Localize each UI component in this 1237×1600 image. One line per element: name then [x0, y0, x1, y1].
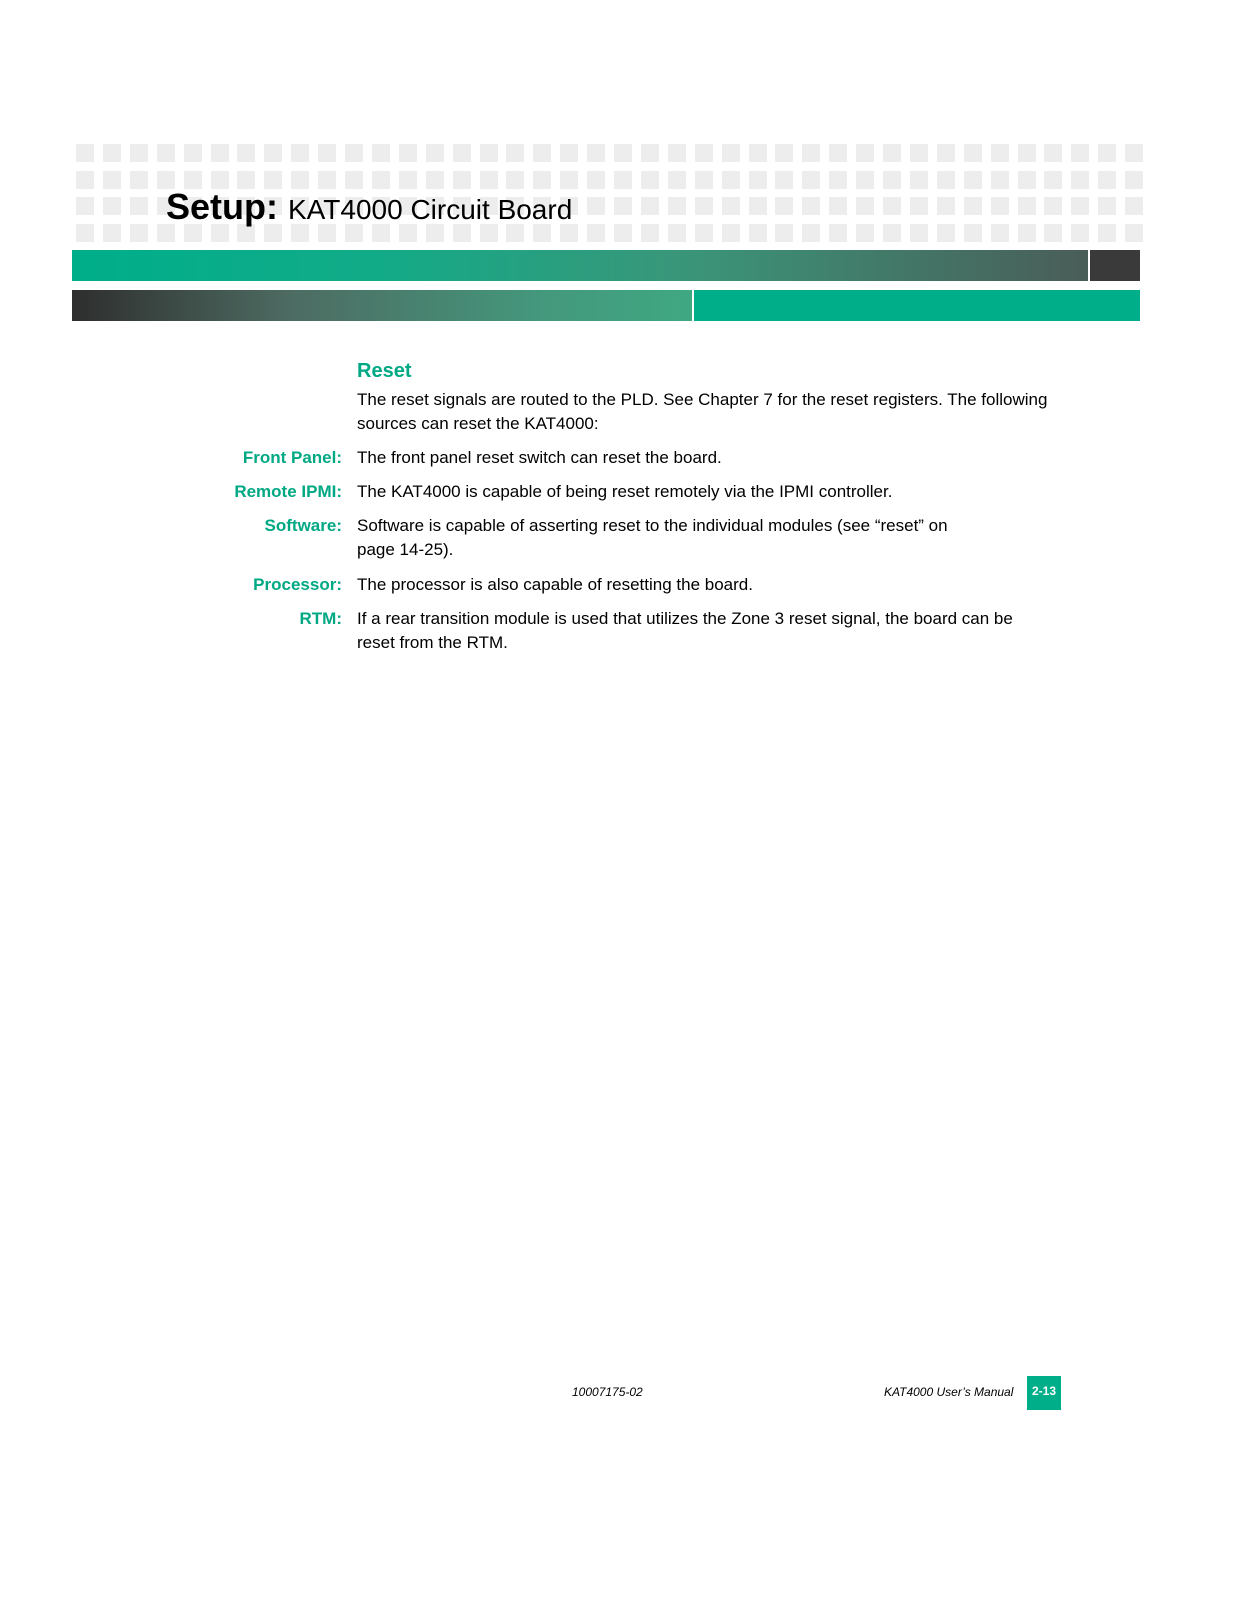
pattern-square: [937, 197, 955, 215]
pattern-square: [937, 171, 955, 189]
pattern-square: [802, 197, 820, 215]
pattern-square: [668, 197, 686, 215]
pattern-square: [641, 197, 659, 215]
pattern-square: [802, 171, 820, 189]
pattern-square: [1044, 171, 1062, 189]
pattern-square: [695, 224, 713, 242]
pattern-square: [722, 224, 740, 242]
item-text-rtm: If a rear transition module is used that utilizes the Zone 3 reset signal, the board can be reset from the RTM.: [357, 609, 1013, 652]
pattern-square: [1098, 224, 1116, 242]
pattern-square: [695, 197, 713, 215]
pattern-square: [910, 197, 928, 215]
pattern-square: [372, 144, 390, 162]
pattern-square: [130, 197, 148, 215]
pattern-square: [775, 144, 793, 162]
pattern-square: [76, 171, 94, 189]
pattern-square: [641, 144, 659, 162]
pattern-square: [103, 224, 121, 242]
pattern-square: [991, 171, 1009, 189]
pattern-square: [76, 197, 94, 215]
pattern-square: [991, 224, 1009, 242]
pattern-square: [1125, 144, 1143, 162]
pattern-square: [722, 144, 740, 162]
pattern-square: [829, 197, 847, 215]
pattern-square: [480, 144, 498, 162]
pattern-square: [1018, 224, 1036, 242]
pattern-square: [910, 171, 928, 189]
pattern-square: [856, 171, 874, 189]
pattern-square: [291, 144, 309, 162]
pattern-square: [399, 144, 417, 162]
item-label-software: Software:: [264, 516, 342, 535]
pattern-square: [76, 144, 94, 162]
pattern-square: [426, 144, 444, 162]
pattern-square: [668, 144, 686, 162]
pattern-square: [345, 144, 363, 162]
pattern-square: [829, 171, 847, 189]
pattern-square: [1018, 197, 1036, 215]
pattern-square: [829, 144, 847, 162]
pattern-square: [76, 224, 94, 242]
pattern-square: [668, 171, 686, 189]
pattern-square: [964, 197, 982, 215]
pattern-square: [802, 224, 820, 242]
pattern-square: [749, 171, 767, 189]
pattern-square: [964, 224, 982, 242]
pattern-square: [802, 144, 820, 162]
pattern-square: [184, 144, 202, 162]
pattern-square: [883, 144, 901, 162]
header-bar-top-end: [1090, 250, 1140, 281]
pattern-square: [775, 224, 793, 242]
title-subject: KAT4000 Circuit Board: [288, 194, 573, 225]
pattern-square: [991, 197, 1009, 215]
pattern-square: [1044, 224, 1062, 242]
pattern-square: [749, 224, 767, 242]
pattern-square: [1044, 197, 1062, 215]
pattern-square: [157, 144, 175, 162]
section-intro: The reset signals are routed to the PLD. See Chapter 7 for the reset registers. The following sources can reset the KAT4000:: [357, 390, 1048, 433]
pattern-square: [991, 144, 1009, 162]
item-text-processor: The processor is also capable of resetting the board.: [357, 575, 753, 594]
pattern-square: [506, 144, 524, 162]
pattern-square: [103, 144, 121, 162]
pattern-square: [641, 171, 659, 189]
pattern-square: [1098, 197, 1116, 215]
item-label-front-panel: Front Panel:: [242, 448, 342, 467]
pattern-square: [910, 144, 928, 162]
pattern-square: [587, 171, 605, 189]
pattern-square: [937, 144, 955, 162]
pattern-square: [1071, 224, 1089, 242]
pattern-square: [614, 144, 632, 162]
pattern-square: [1071, 197, 1089, 215]
pattern-square: [695, 171, 713, 189]
pattern-square: [453, 144, 471, 162]
pattern-square: [829, 224, 847, 242]
item-label-rtm: RTM:: [299, 609, 342, 628]
pattern-square: [614, 171, 632, 189]
item-text-software: Software is capable of asserting reset to the individual modules (see “reset” on page 14-25).: [357, 516, 948, 559]
pattern-square: [775, 197, 793, 215]
pattern-square: [614, 224, 632, 242]
pattern-square: [883, 197, 901, 215]
pattern-square: [910, 224, 928, 242]
pattern-square: [668, 224, 686, 242]
pattern-square: [856, 197, 874, 215]
item-text-front-panel: The front panel reset switch can reset the board.: [357, 448, 722, 467]
pattern-square: [1071, 171, 1089, 189]
header-bar-top: [72, 250, 1088, 281]
pattern-square: [964, 171, 982, 189]
pattern-square: [130, 144, 148, 162]
pattern-square: [587, 224, 605, 242]
pattern-square: [587, 144, 605, 162]
item-label-remote-ipmi: Remote IPMI:: [234, 482, 342, 501]
pattern-square: [883, 224, 901, 242]
pattern-square: [1125, 197, 1143, 215]
page-title: [166, 186, 572, 228]
pattern-square: [130, 224, 148, 242]
pattern-square: [856, 224, 874, 242]
pattern-square: [937, 224, 955, 242]
pattern-square: [1018, 171, 1036, 189]
pattern-square: [1098, 171, 1116, 189]
pattern-square: [749, 144, 767, 162]
pattern-square: [264, 144, 282, 162]
pattern-square: [211, 144, 229, 162]
pattern-square: [318, 144, 336, 162]
pattern-square: [1125, 171, 1143, 189]
page-number-badge: 2-13: [1027, 1376, 1061, 1410]
header-bar-bottom-end: [694, 290, 1140, 321]
footer-doc-number: 10007175-02: [572, 1385, 643, 1399]
pattern-square: [641, 224, 659, 242]
pattern-square: [103, 197, 121, 215]
item-text-remote-ipmi: The KAT4000 is capable of being reset remotely via the IPMI controller.: [357, 482, 893, 501]
pattern-square: [533, 144, 551, 162]
pattern-square: [1125, 224, 1143, 242]
pattern-square: [103, 171, 121, 189]
pattern-square: [775, 171, 793, 189]
pattern-square: [614, 197, 632, 215]
pattern-square: [130, 171, 148, 189]
pattern-square: [856, 144, 874, 162]
pattern-square: [1044, 144, 1062, 162]
pattern-square: [1098, 144, 1116, 162]
pattern-square: [1018, 144, 1036, 162]
pattern-square: [237, 144, 255, 162]
pattern-square: [749, 197, 767, 215]
pattern-square: [1071, 144, 1089, 162]
pattern-square: [587, 197, 605, 215]
header-bar-bottom: [72, 290, 692, 321]
item-label-processor: Processor:: [253, 575, 342, 594]
pattern-square: [883, 171, 901, 189]
pattern-square: [695, 144, 713, 162]
section-heading: Reset: [357, 360, 412, 382]
pattern-square: [964, 144, 982, 162]
title-chapter: Setup:: [166, 186, 278, 227]
pattern-square: [722, 197, 740, 215]
pattern-square: [722, 171, 740, 189]
footer-manual-title: KAT4000 User’s Manual: [884, 1385, 1014, 1399]
pattern-square: [560, 144, 578, 162]
